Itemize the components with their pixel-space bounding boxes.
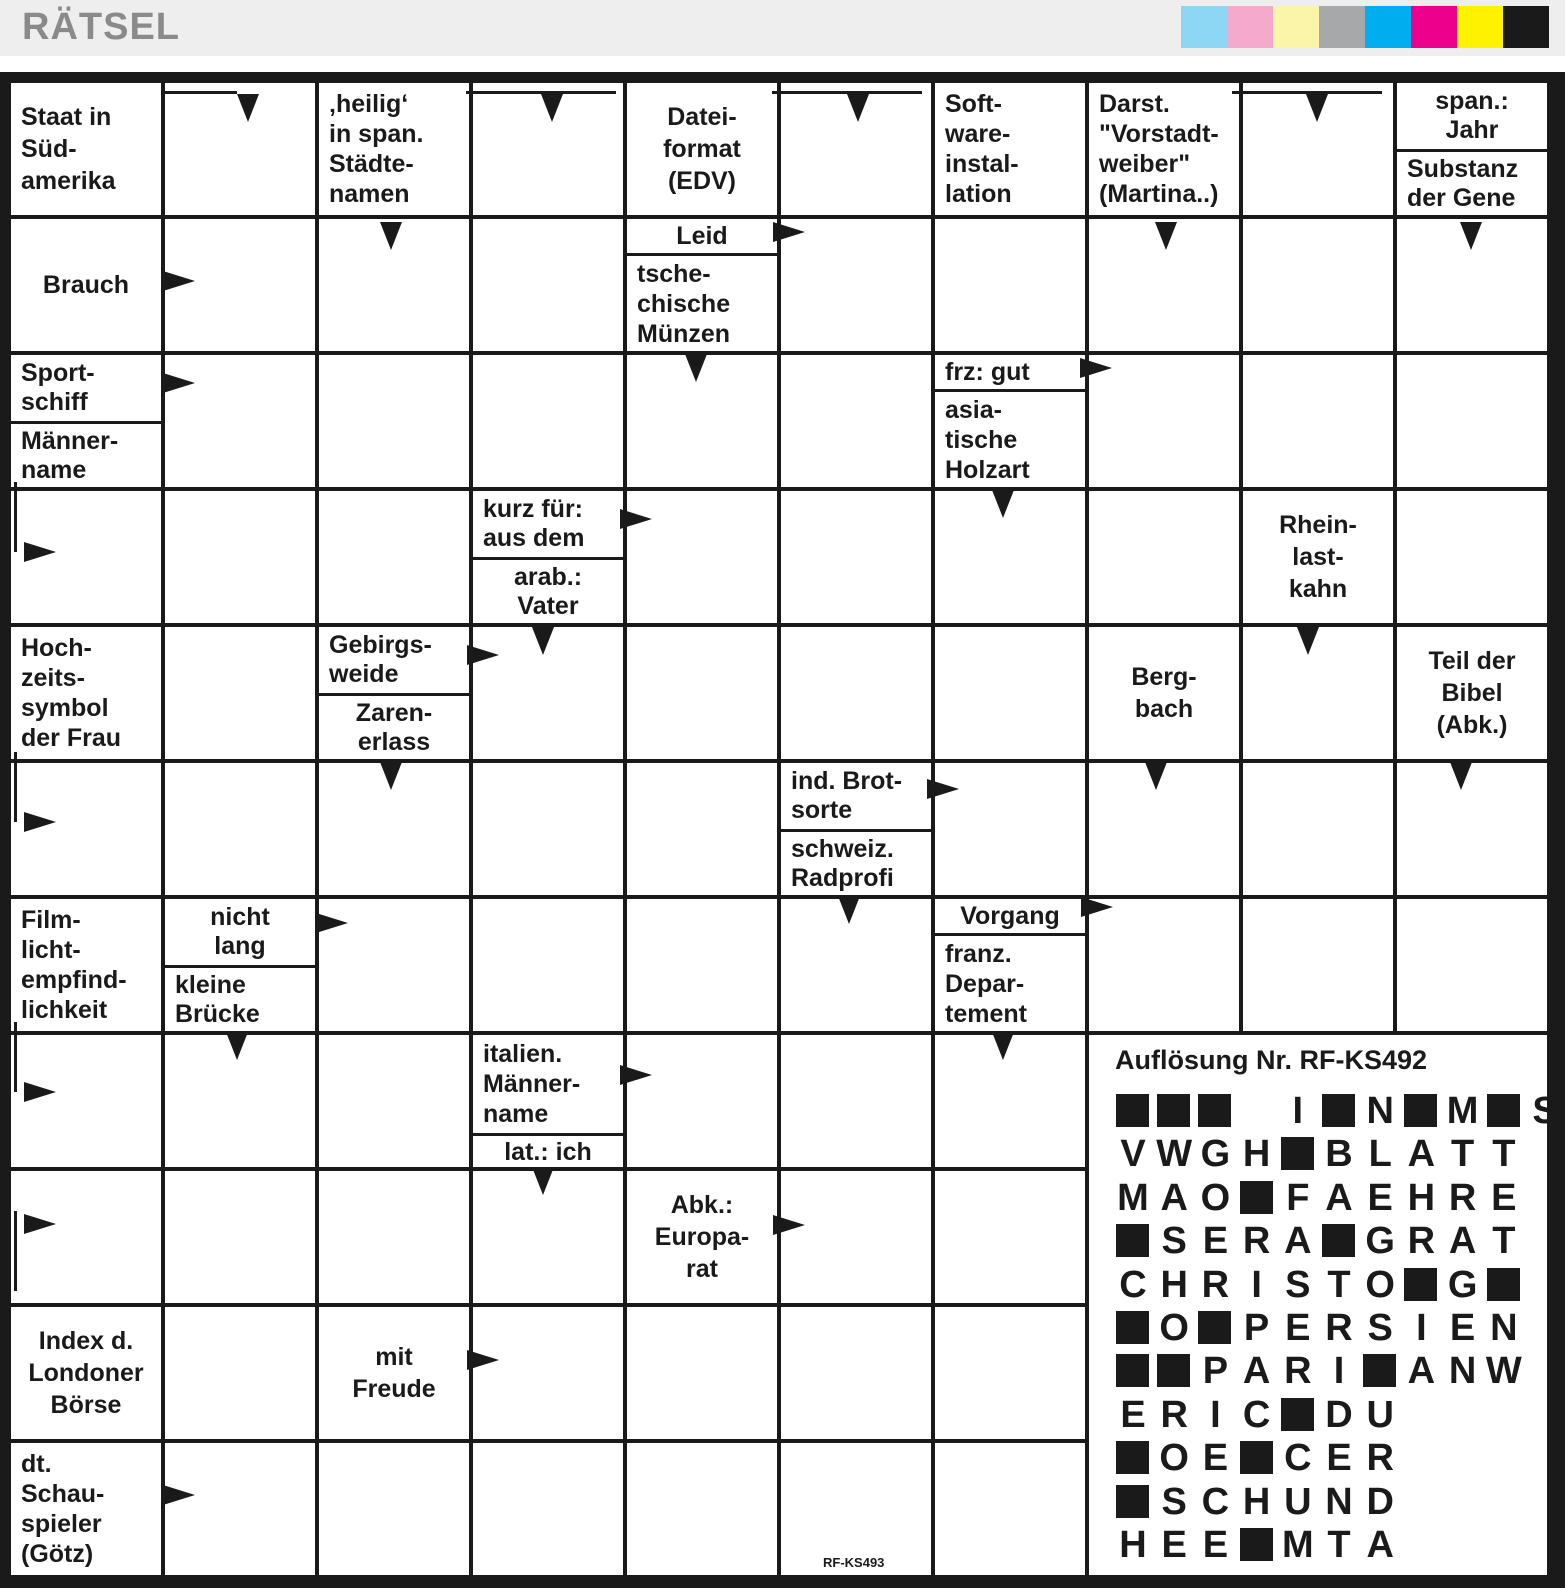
clue-kurz: kurz für: aus dem — [483, 495, 585, 552]
solution-cell: T — [1327, 1263, 1351, 1306]
solution-cell: E — [1449, 1307, 1476, 1349]
clue-leid: Leid — [676, 222, 728, 250]
solution-cell — [1239, 1178, 1275, 1218]
solution-cell: R — [1325, 1307, 1353, 1349]
grid-cell[interactable] — [473, 763, 623, 895]
grid-cell[interactable] — [1243, 763, 1393, 895]
grid-cell[interactable] — [165, 1307, 315, 1439]
grid-cell[interactable] — [1089, 899, 1239, 1031]
solution-cell — [1403, 1091, 1439, 1131]
grid-cell[interactable] — [935, 1307, 1085, 1439]
arrow-right-icon — [773, 1215, 805, 1235]
grid-cell[interactable] — [165, 763, 315, 895]
solution-cell: O — [1159, 1307, 1189, 1349]
clue-lat-ich: lat.: ich — [504, 1137, 592, 1166]
color-swatch — [1319, 6, 1365, 48]
solution-cell: L — [1368, 1133, 1392, 1176]
clue-heilig: ‚heilig‘ in span. Städte- namen — [329, 90, 424, 208]
arrow-right-icon — [316, 913, 348, 933]
arrow-down-icon — [1306, 94, 1328, 122]
arrow-down-icon — [237, 94, 259, 122]
crossword-grid — [0, 72, 1565, 1588]
grid-cell[interactable] — [781, 1171, 931, 1303]
grid-cell[interactable] — [1089, 491, 1239, 623]
arrow-down-icon — [532, 1167, 554, 1195]
solution-cell: V — [1120, 1133, 1146, 1176]
arrow-down-icon — [992, 490, 1014, 518]
grid-cell[interactable] — [1243, 219, 1393, 351]
solution-cell: I — [1333, 1350, 1345, 1393]
solution-black-square — [1487, 1094, 1520, 1127]
solution-black-square — [1116, 1354, 1149, 1387]
clue-gebirgs: Gebirgs- weide — [329, 631, 432, 688]
solution-cell: C — [1284, 1437, 1312, 1480]
clue-bruecke: kleine Brücke — [175, 970, 260, 1028]
grid-cell[interactable] — [473, 899, 623, 1031]
clue-nicht-lang: nicht lang — [210, 903, 270, 960]
arrow-right-icon — [1080, 358, 1112, 378]
clue-departement: franz. Depar- tement — [945, 939, 1027, 1028]
page-title: RÄTSEL — [22, 6, 180, 48]
solution-cell: H — [1242, 1133, 1271, 1176]
solution-black-square — [1157, 1354, 1190, 1387]
solution-cell: N — [1448, 1350, 1477, 1393]
solution-black-square — [1157, 1094, 1190, 1127]
solution-cell: R — [1407, 1220, 1436, 1263]
arrow-down-icon — [380, 222, 402, 250]
grid-cell[interactable] — [627, 1035, 777, 1167]
solution-cell: D — [1366, 1480, 1394, 1523]
solution-cell — [1239, 1525, 1275, 1565]
clue-staat: Staat in Süd- amerika — [21, 103, 116, 195]
solution-cell: A — [1325, 1176, 1353, 1219]
grid-cell[interactable] — [473, 1307, 623, 1439]
grid-cell[interactable] — [627, 627, 777, 759]
arrow-right-icon — [467, 1350, 499, 1370]
solution-cell: C — [1201, 1480, 1230, 1523]
clue-rhein: Rhein- last- kahn — [1279, 511, 1357, 603]
solution-black-square — [1240, 1528, 1273, 1561]
grid-cell[interactable] — [781, 355, 931, 487]
solution-cell: E — [1202, 1524, 1229, 1566]
arrow-stem — [466, 91, 616, 94]
solution-cell: T — [1492, 1220, 1516, 1263]
color-swatch — [1181, 6, 1227, 48]
grid-cell[interactable] — [319, 1035, 469, 1167]
solution-cell: O — [1159, 1437, 1189, 1480]
arrow-right-icon — [927, 779, 959, 799]
solution-cell: H — [1119, 1524, 1147, 1566]
grid-cell[interactable] — [781, 1307, 931, 1439]
solution-cell: A — [1366, 1524, 1394, 1566]
solution-cell: I — [1251, 1263, 1262, 1306]
solution-cell: E — [1367, 1176, 1393, 1219]
solution-black-square — [1363, 1354, 1396, 1387]
arrow-stem — [14, 752, 17, 822]
grid-cell[interactable] — [935, 219, 1085, 351]
solution-cell — [1280, 1395, 1316, 1435]
grid-cell[interactable] — [319, 1171, 469, 1303]
solution-cell: E — [1285, 1307, 1311, 1349]
solution-cell: T — [1492, 1133, 1516, 1176]
arrow-down-icon — [685, 354, 707, 382]
solution-cell: P — [1202, 1350, 1229, 1393]
solution-cell — [1156, 1351, 1192, 1391]
solution-cell: G — [1365, 1220, 1395, 1263]
solution-cell — [1486, 1265, 1522, 1305]
arrow-right-icon — [24, 542, 56, 562]
color-swatch — [1503, 6, 1549, 48]
clue-sportschiff: Sport- schiff — [21, 359, 95, 416]
solution-black-square — [1198, 1311, 1231, 1344]
clue-muenzen: tsche- chische Münzen — [637, 259, 731, 348]
solution-black-square — [1487, 1268, 1520, 1301]
solution-cell: H — [1160, 1263, 1188, 1306]
solution-cell: N — [1490, 1307, 1518, 1349]
solution-cell: R — [1201, 1263, 1230, 1306]
solution-cell: D — [1325, 1393, 1353, 1436]
solution-cell: R — [1242, 1220, 1271, 1263]
solution-cell: R — [1366, 1437, 1394, 1480]
solution-cell: M — [1117, 1176, 1149, 1219]
solution-black-square — [1404, 1094, 1437, 1127]
solution-cell: S — [1161, 1480, 1187, 1523]
solution-cell: A — [1407, 1350, 1436, 1393]
clue-darst: Darst. "Vorstadt- weiber" (Martina..) — [1099, 90, 1219, 208]
page-header — [0, 0, 1565, 56]
clue-schauspieler: dt. Schau- spieler (Götz) — [21, 1450, 105, 1568]
arrow-stem — [161, 91, 237, 94]
grid-cell[interactable] — [1397, 899, 1547, 1031]
solution-cell: N — [1325, 1480, 1353, 1523]
grid-cell[interactable] — [781, 627, 931, 759]
solution-cell — [1197, 1308, 1233, 1348]
clue-italien: italien. Männer- name — [483, 1040, 581, 1128]
solution-cell: A — [1160, 1176, 1188, 1219]
solution-black-square — [1240, 1181, 1273, 1214]
clue-arab: arab.: Vater — [513, 562, 583, 620]
grid-cell[interactable] — [165, 491, 315, 623]
solution-cell — [1115, 1351, 1151, 1391]
arrow-right-icon — [620, 509, 652, 529]
arrow-right-icon — [24, 812, 56, 832]
solution-cell — [1486, 1091, 1522, 1131]
clue-software: Soft- ware- instal- lation — [945, 90, 1019, 208]
grid-cell[interactable] — [11, 1171, 161, 1303]
grid-cell[interactable] — [627, 1307, 777, 1439]
solution-cell: R — [1160, 1393, 1188, 1436]
solution-title: Auflösung Nr. RF-KS492 — [1115, 1045, 1428, 1075]
solution-black-square — [1116, 1311, 1149, 1344]
color-swatch — [1227, 6, 1273, 48]
grid-cell[interactable] — [473, 1443, 623, 1575]
clue-dateiformat: Datei- format (EDV) — [663, 103, 741, 195]
solution-cell: F — [1286, 1176, 1310, 1219]
solution-cell: R — [1448, 1176, 1477, 1219]
grid-cell[interactable] — [1397, 491, 1547, 623]
solution-cell: O — [1200, 1176, 1231, 1219]
grid-cell[interactable] — [473, 355, 623, 487]
color-swatch — [1411, 6, 1457, 48]
grid-cell[interactable] — [165, 1443, 315, 1575]
grid-cell[interactable] — [319, 491, 469, 623]
solution-cell: P — [1243, 1307, 1270, 1349]
solution-cell — [1239, 1438, 1275, 1478]
arrow-down-icon — [1155, 222, 1177, 250]
solution-cell: C — [1242, 1393, 1271, 1436]
solution-cell: A — [1407, 1133, 1436, 1176]
solution-cell — [1280, 1134, 1316, 1174]
solution-cell — [1362, 1351, 1398, 1391]
clue-radprofi: schweiz. Radprofi — [791, 834, 894, 892]
solution-cell: S — [1161, 1220, 1187, 1263]
clue-span-jahr: span.: Jahr — [1435, 87, 1509, 144]
solution-cell: B — [1325, 1133, 1353, 1176]
solution-cell: T — [1450, 1133, 1475, 1176]
solution-black-square — [1281, 1398, 1314, 1431]
arrow-down-icon — [380, 762, 402, 790]
grid-cell[interactable] — [627, 899, 777, 1031]
grid-cell[interactable] — [1397, 355, 1547, 487]
solution-cell: T — [1327, 1524, 1351, 1566]
solution-cell: H — [1407, 1176, 1436, 1219]
solution-cell — [1239, 1091, 1275, 1131]
grid-cell[interactable] — [165, 627, 315, 759]
clue-film: Film- licht- empfind- lichkeit — [21, 906, 127, 1024]
color-swatch — [1457, 6, 1503, 48]
solution-cell: G — [1200, 1133, 1231, 1176]
clue-zaren: Zaren- erlass — [355, 698, 433, 756]
clue-brot: ind. Brot- sorte — [791, 767, 903, 824]
solution-black-square — [1116, 1485, 1149, 1518]
grid-cell[interactable] — [165, 1171, 315, 1303]
arrow-right-icon — [1081, 897, 1113, 917]
solution-cell — [1321, 1091, 1357, 1131]
solution-cell: A — [1448, 1220, 1477, 1263]
arrow-right-icon — [24, 1082, 56, 1102]
solution-cell: R — [1284, 1350, 1312, 1393]
solution-black-square — [1322, 1094, 1355, 1127]
arrow-down-icon — [532, 627, 554, 655]
arrow-down-icon — [226, 1032, 248, 1060]
grid-cell[interactable] — [1243, 355, 1393, 487]
grid-cell[interactable] — [319, 1443, 469, 1575]
arrow-down-icon — [838, 896, 860, 924]
arrow-right-icon — [24, 1214, 56, 1234]
solution-cell: G — [1447, 1263, 1478, 1306]
solution-cell: I — [1292, 1090, 1304, 1132]
clue-index: Index d. Londoner Börse — [28, 1327, 144, 1419]
clue-europarat: Abk.: Europa- rat — [654, 1191, 750, 1283]
arrow-right-icon — [773, 222, 805, 242]
solution-cell: E — [1120, 1393, 1146, 1436]
solution-cell: E — [1491, 1176, 1517, 1219]
solution-black-square — [1240, 1441, 1273, 1474]
arrow-stem — [14, 1211, 17, 1291]
arrow-down-icon — [541, 94, 563, 122]
solution-black-square — [1116, 1441, 1149, 1474]
clue-hochzeit: Hoch- zeits- symbol der Frau — [21, 634, 122, 752]
grid-cell[interactable] — [781, 491, 931, 623]
grid-cell[interactable] — [935, 1171, 1085, 1303]
clue-bibel: Teil der Bibel (Abk.) — [1428, 647, 1516, 739]
solution-cell — [1115, 1091, 1151, 1131]
solution-cell: E — [1161, 1524, 1187, 1566]
grid-cell[interactable] — [319, 355, 469, 487]
solution-cell: O — [1365, 1263, 1395, 1306]
solution-black-square — [1404, 1268, 1437, 1301]
clue-bergbach: Berg- bach — [1131, 663, 1197, 723]
grid-cell[interactable] — [935, 627, 1085, 759]
solution-cell: H — [1242, 1480, 1271, 1523]
arrow-stem — [1232, 91, 1382, 94]
color-swatch — [1273, 6, 1319, 48]
arrow-right-icon — [467, 645, 499, 665]
arrow-right-icon — [163, 1485, 195, 1505]
arrow-down-icon — [1297, 627, 1319, 655]
color-swatch — [1365, 6, 1411, 48]
arrow-down-icon — [1145, 762, 1167, 790]
solution-cell: M — [1281, 1524, 1314, 1566]
solution-black-square — [1116, 1094, 1149, 1127]
arrow-down-icon — [1460, 222, 1482, 250]
solution-cell: W — [1485, 1350, 1522, 1393]
solution-black-square — [1281, 1137, 1314, 1170]
solution-cell — [1403, 1265, 1439, 1305]
arrow-stem — [14, 1022, 17, 1092]
arrow-right-icon — [163, 271, 195, 291]
arrow-down-icon — [992, 1032, 1014, 1060]
solution-cell — [1321, 1221, 1357, 1261]
clue-frz-gut: frz: gut — [945, 358, 1030, 386]
solution-cell: E — [1202, 1437, 1229, 1480]
arrow-right-icon — [163, 373, 195, 393]
solution-black-square — [1116, 1224, 1149, 1257]
clue-substanz: Substanz der Gene — [1407, 154, 1519, 212]
solution-cell — [1115, 1438, 1151, 1478]
solution-cell: M — [1446, 1090, 1479, 1132]
solution-cell: S — [1367, 1307, 1393, 1349]
clue-holzart: asia- tische Holzart — [945, 395, 1030, 484]
clue-vorgang: Vorgang — [960, 902, 1060, 930]
solution-cell — [1115, 1308, 1151, 1348]
solution-cell — [1156, 1091, 1192, 1131]
grid-cell[interactable] — [781, 1035, 931, 1167]
solution-cell: E — [1326, 1437, 1352, 1480]
arrow-stem — [772, 91, 922, 94]
solution-cell: A — [1284, 1220, 1312, 1263]
grid-cell[interactable] — [1243, 899, 1393, 1031]
solution-cell: N — [1366, 1090, 1394, 1132]
grid-cell[interactable] — [473, 219, 623, 351]
grid-cell[interactable] — [935, 1443, 1085, 1575]
clue-freude: mit Freude — [352, 1343, 436, 1403]
solution-cell — [1115, 1221, 1151, 1261]
solution-cell: W — [1156, 1133, 1193, 1176]
arrow-stem — [14, 482, 17, 552]
arrow-right-icon — [620, 1065, 652, 1085]
clue-brauch: Brauch — [42, 271, 130, 299]
arrow-down-icon — [1450, 762, 1472, 790]
arrow-down-icon — [847, 94, 869, 122]
grid-cell[interactable] — [627, 763, 777, 895]
solution-cell: C — [1119, 1263, 1147, 1306]
solution-black-square — [1322, 1224, 1355, 1257]
solution-cell: I — [1210, 1393, 1221, 1436]
clue-maennername1: Männer- name — [21, 426, 119, 484]
solution-black-square — [1198, 1094, 1231, 1127]
solution-cell: A — [1242, 1350, 1271, 1393]
solution-cell — [1115, 1482, 1151, 1522]
solution-cell — [1197, 1091, 1233, 1131]
solution-cell: S — [1532, 1090, 1558, 1132]
puzzle-code: RF-KS493 — [823, 1555, 885, 1570]
solution-cell: S — [1285, 1263, 1311, 1306]
solution-cell: I — [1416, 1307, 1427, 1349]
solution-cell: U — [1284, 1480, 1312, 1523]
color-calibration-bar — [1181, 6, 1549, 48]
grid-cell[interactable] — [627, 1443, 777, 1575]
solution-cell: E — [1202, 1220, 1229, 1263]
solution-cell: U — [1366, 1393, 1394, 1436]
grid-cell[interactable] — [1397, 763, 1547, 895]
